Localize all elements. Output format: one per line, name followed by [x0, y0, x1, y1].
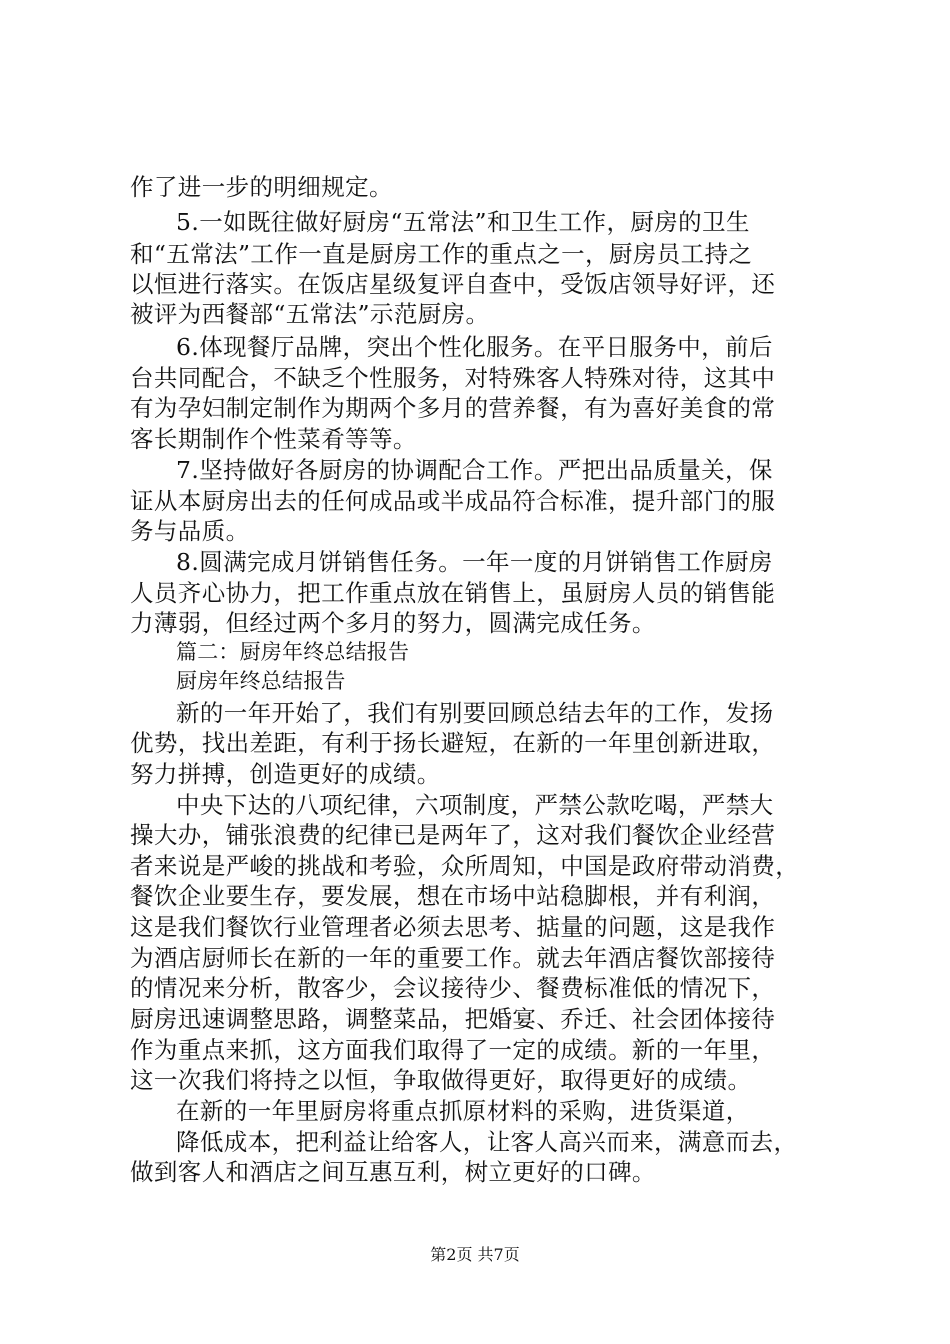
- text-line: 被评为西餐部“五常法”示范厨房。: [130, 300, 490, 328]
- text-line: 这一次我们将持之以恒，争取做得更好，取得更好的成绩。: [130, 1066, 752, 1094]
- text-line: 8.圆满完成月饼销售任务。一年一度的月饼销售工作厨房: [176, 548, 773, 576]
- text-line: 7.坚持做好各厨房的协调配合工作。严把出品质量关，保: [176, 456, 773, 484]
- text-line: 在新的一年里厨房将重点抓原材料的采购，进货渠道，: [176, 1097, 750, 1125]
- text-line: 人员齐心协力，把工作重点放在销售上，虽厨房人员的销售能: [130, 579, 776, 607]
- text-line: 作了进一步的明细规定。: [130, 173, 393, 201]
- text-line: 这是我们餐饮行业管理者必须去思考、掂量的问题，这是我作: [130, 913, 776, 941]
- text-line: 客长期制作个性菜肴等等。: [130, 425, 417, 453]
- text-line: 中央下达的八项纪律，六项制度，严禁公款吃喝，严禁大: [176, 791, 774, 819]
- text-line: 和“五常法”工作一直是厨房工作的重点之一，厨房员工持之: [130, 240, 753, 268]
- text-line: 者来说是严峻的挑战和考验，众所周知，中国是政府带动消费，: [130, 852, 800, 880]
- text-line: 做到客人和酒店之间互惠互利，树立更好的口碑。: [130, 1158, 656, 1186]
- text-line: 作为重点来抓，这方面我们取得了一定的成绩。新的一年里，: [130, 1036, 776, 1064]
- text-line: 为酒店厨师长在新的一年的重要工作。就去年酒店餐饮部接待: [130, 944, 776, 972]
- text-line: 的情况来分析，散客少，会议接待少、餐费标准低的情况下，: [130, 974, 776, 1002]
- text-line: 降低成本，把利益让给客人，让客人高兴而来，满意而去，: [176, 1128, 798, 1156]
- text-line: 操大办，铺张浪费的纪律已是两年了，这对我们餐饮企业经营: [130, 821, 776, 849]
- text-line: 力薄弱，但经过两个多月的努力，圆满完成任务。: [130, 609, 656, 637]
- text-line: 台共同配合，不缺乏个性服务，对特殊客人特殊对待，这其中: [130, 364, 776, 392]
- text-line: 新的一年开始了，我们有别要回顾总结去年的工作，发扬: [176, 699, 774, 727]
- page-number-footer: 第2页 共7页: [430, 1245, 520, 1264]
- text-line: 厨房迅速调整思路，调整菜品，把婚宴、乔迁、社会团体接待: [130, 1005, 776, 1033]
- text-line: 证从本厨房出去的任何成品或半成品符合标准，提升部门的服: [130, 487, 776, 515]
- text-line: 优势，找出差距，有利于扬长避短，在新的一年里创新进取，: [130, 729, 776, 757]
- text-line: 以恒进行落实。在饭店星级复评自查中，受饭店领导好评，还: [130, 270, 776, 298]
- text-line: 努力拼搏，创造更好的成绩。: [130, 760, 441, 788]
- section-title: 厨房年终总结报告: [176, 669, 346, 693]
- text-line: 6.体现餐厅品牌，突出个性化服务。在平日服务中，前后: [176, 333, 773, 361]
- text-line: 餐饮企业要生存，要发展，想在市场中站稳脚根，并有利润，: [130, 882, 776, 910]
- section-heading: 篇二：厨房年终总结报告: [176, 640, 410, 664]
- text-line: 5.一如既往做好厨房“五常法”和卫生工作，厨房的卫生: [176, 208, 750, 236]
- text-line: 务与品质。: [130, 517, 250, 545]
- text-line: 有为孕妇制定制作为期两个多月的营养餐，有为喜好美食的常: [130, 394, 776, 422]
